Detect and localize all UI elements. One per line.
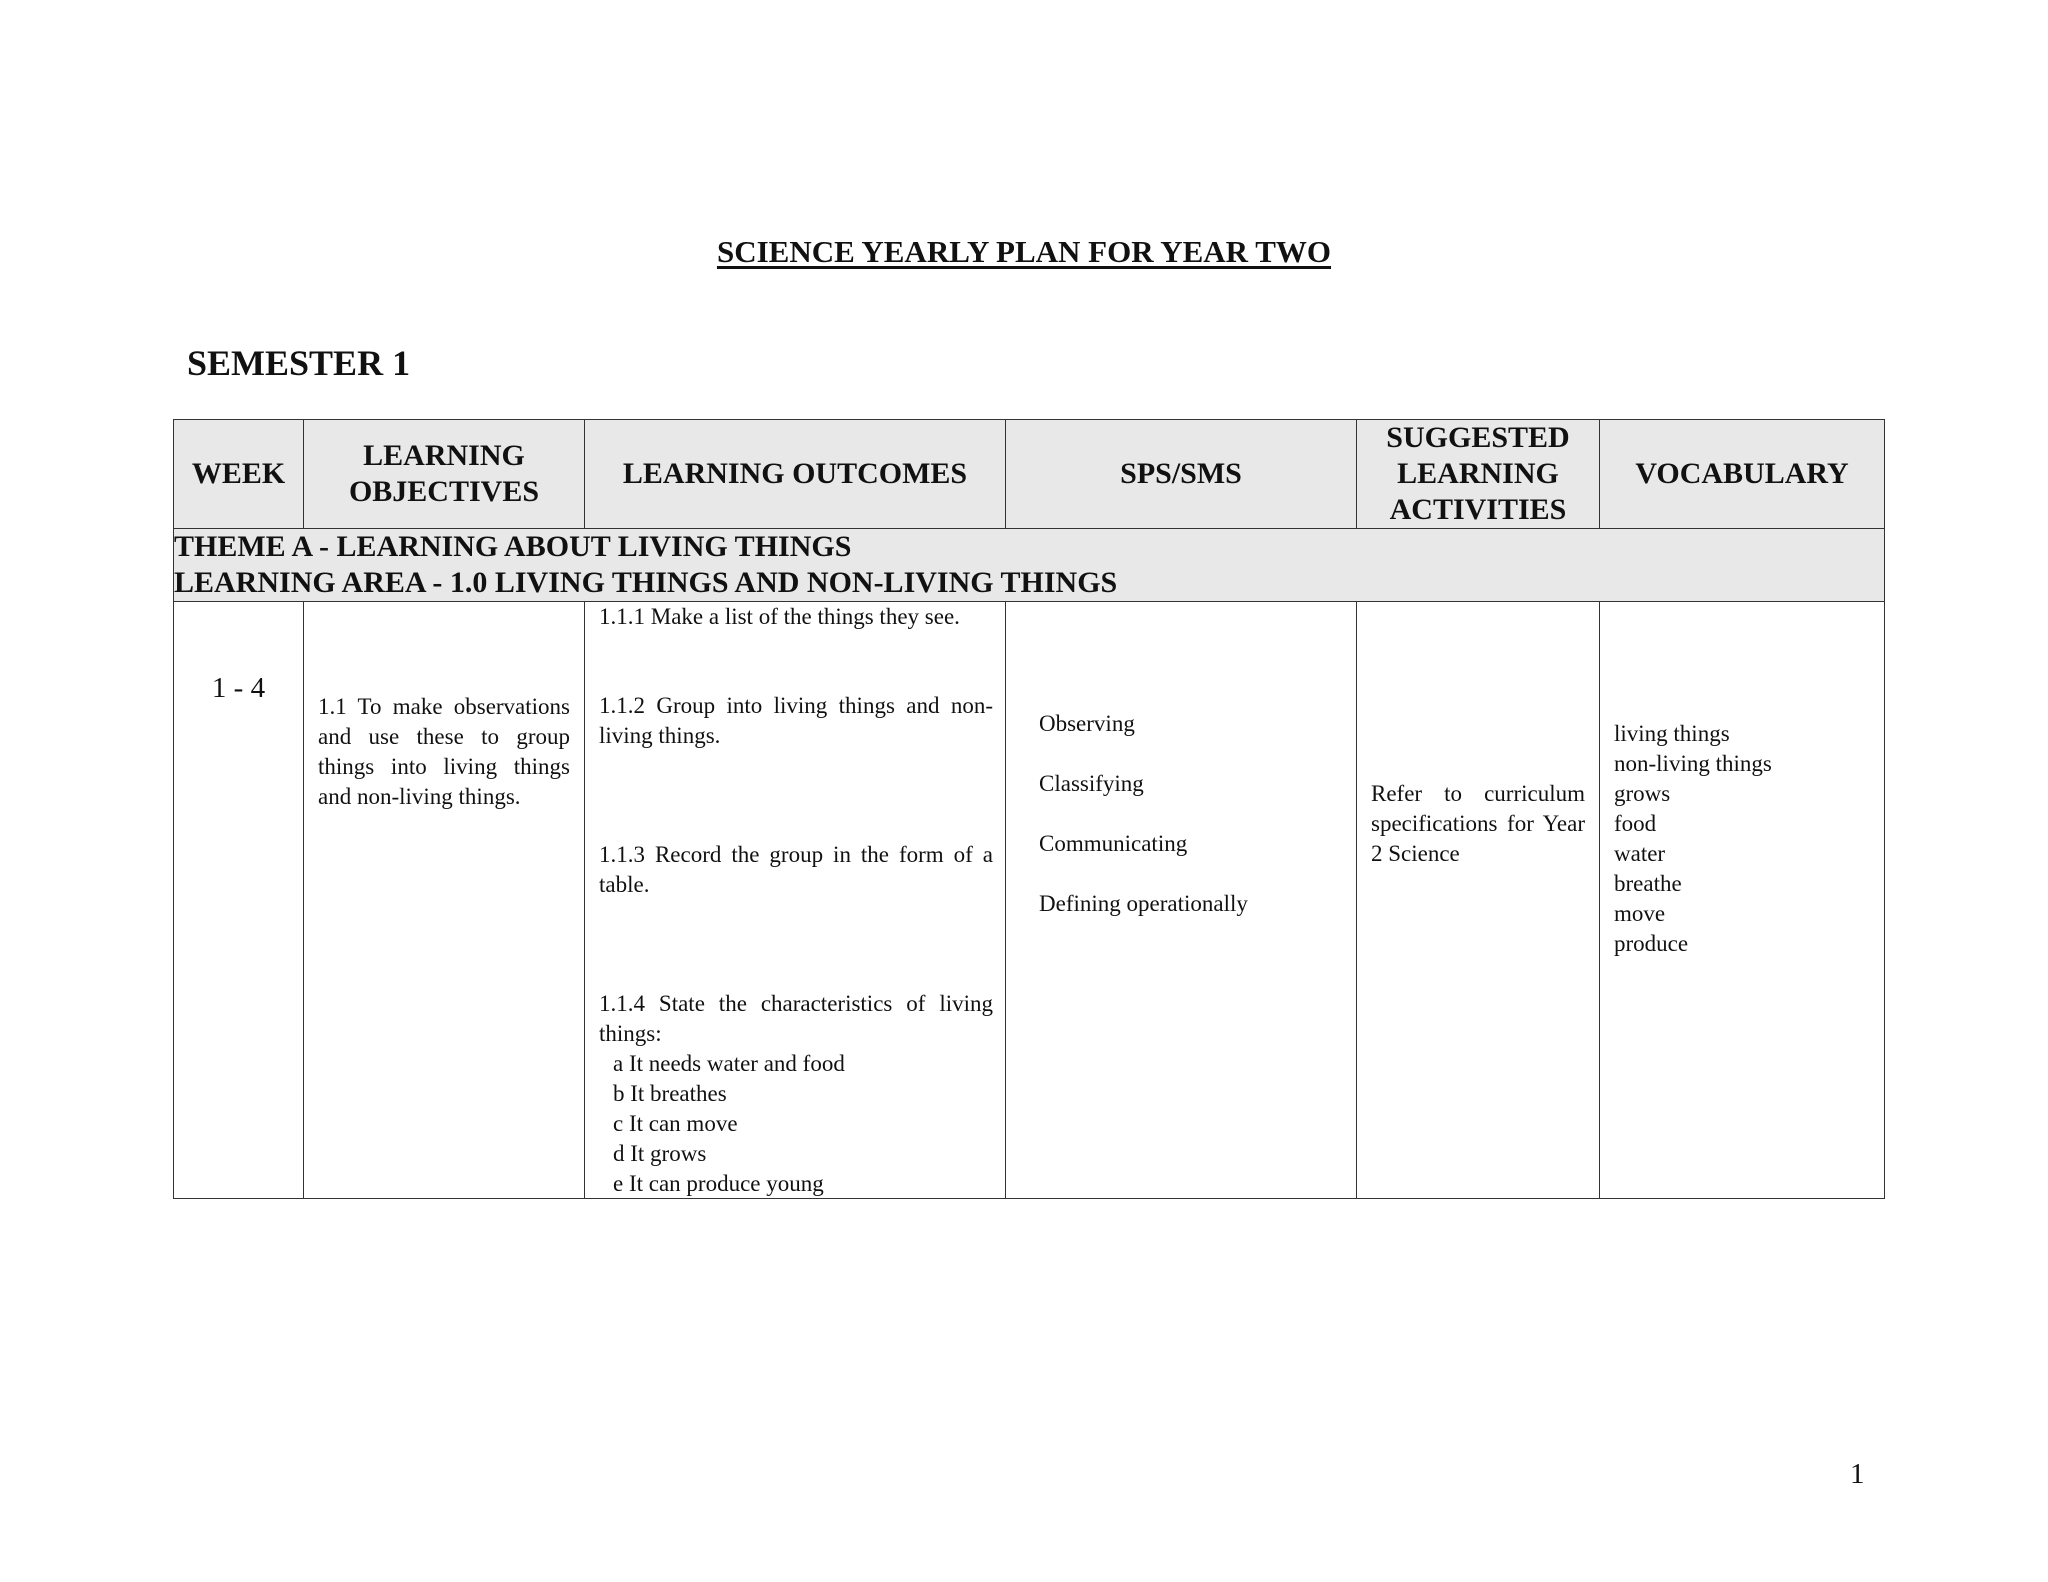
theme-title: THEME A - LEARNING ABOUT LIVING THINGS	[174, 530, 852, 563]
list-item: move	[1614, 901, 1666, 926]
semester-heading: SEMESTER 1	[187, 343, 411, 383]
sps-defining-operationally: Defining operationally	[1039, 891, 1248, 916]
header-suggested-activities	[1357, 420, 1600, 529]
week-cell	[174, 602, 304, 1199]
header-activities-line3: ACTIVITIES	[1389, 493, 1567, 526]
list-item: b It breathes	[613, 1081, 727, 1106]
yearly-plan-table	[173, 419, 1885, 1199]
sps-observing: Observing	[1039, 711, 1135, 736]
document-title-text: SCIENCE YEARLY PLAN FOR YEAR TWO	[716, 234, 1332, 269]
header-vocabulary: VOCABULARY	[1600, 420, 1885, 529]
header-sps-sms: SPS/SMS	[1006, 420, 1357, 529]
characteristics-list	[599, 1049, 993, 1199]
week-value: 1 - 4	[211, 672, 266, 704]
list-item: living things	[1614, 721, 1730, 746]
learning-objective: 1.1 To make observations and use these to group things into living things and non-living things.	[318, 694, 570, 809]
list-item: water	[1614, 841, 1666, 866]
learning-area-title: LEARNING AREA - 1.0 LIVING THINGS AND NON-LIVING THINGS	[174, 566, 1118, 599]
list-item: food	[1614, 811, 1657, 836]
header-activities-line2: LEARNING	[1397, 457, 1559, 490]
vocabulary-cell	[1600, 602, 1885, 1199]
list-item: a It needs water and food	[613, 1051, 845, 1076]
table-header-row	[174, 420, 1885, 529]
list-item: e It can produce young	[613, 1171, 824, 1196]
header-week: WEEK	[174, 420, 304, 529]
header-objectives-line2: OBJECTIVES	[348, 475, 540, 508]
list-item: produce	[1614, 931, 1689, 956]
header-activities-line1: SUGGESTED	[1386, 421, 1570, 454]
sps-communicating: Communicating	[1039, 831, 1188, 856]
outcome-1-1-3: 1.1.3 Record the group in the form of a table.	[599, 842, 993, 897]
header-learning-outcomes: LEARNING OUTCOMES	[585, 420, 1006, 529]
document-title	[0, 234, 2048, 270]
list-item: grows	[1614, 781, 1671, 806]
outcome-1-1-1: 1.1.1 Make a list of the things they see.	[599, 604, 960, 629]
vocabulary-list	[1614, 719, 1874, 959]
list-item: c It can move	[613, 1111, 738, 1136]
outcome-1-1-4-text: 1.1.4 State the characteristics of living things:	[599, 991, 993, 1046]
outcomes-cell	[585, 602, 1006, 1199]
objective-cell	[304, 602, 585, 1199]
sps-cell	[1006, 602, 1357, 1199]
theme-row	[174, 529, 1885, 602]
outcome-1-1-4	[599, 989, 993, 1199]
list-item: non-living things	[1614, 751, 1772, 776]
suggested-activity: Refer to curriculum specifications for Year 2 Science	[1371, 781, 1585, 866]
activities-cell	[1357, 602, 1600, 1199]
list-item: breathe	[1614, 871, 1682, 896]
header-objectives-line1: LEARNING	[363, 439, 525, 472]
sps-classifying: Classifying	[1039, 771, 1144, 796]
page-number: 1	[1850, 1458, 1865, 1490]
theme-cell	[174, 529, 1885, 602]
header-learning-objectives	[304, 420, 585, 529]
table-row	[174, 602, 1885, 1199]
list-item: d It grows	[613, 1141, 707, 1166]
outcome-1-1-2: 1.1.2 Group into living things and non-living things.	[599, 693, 993, 748]
